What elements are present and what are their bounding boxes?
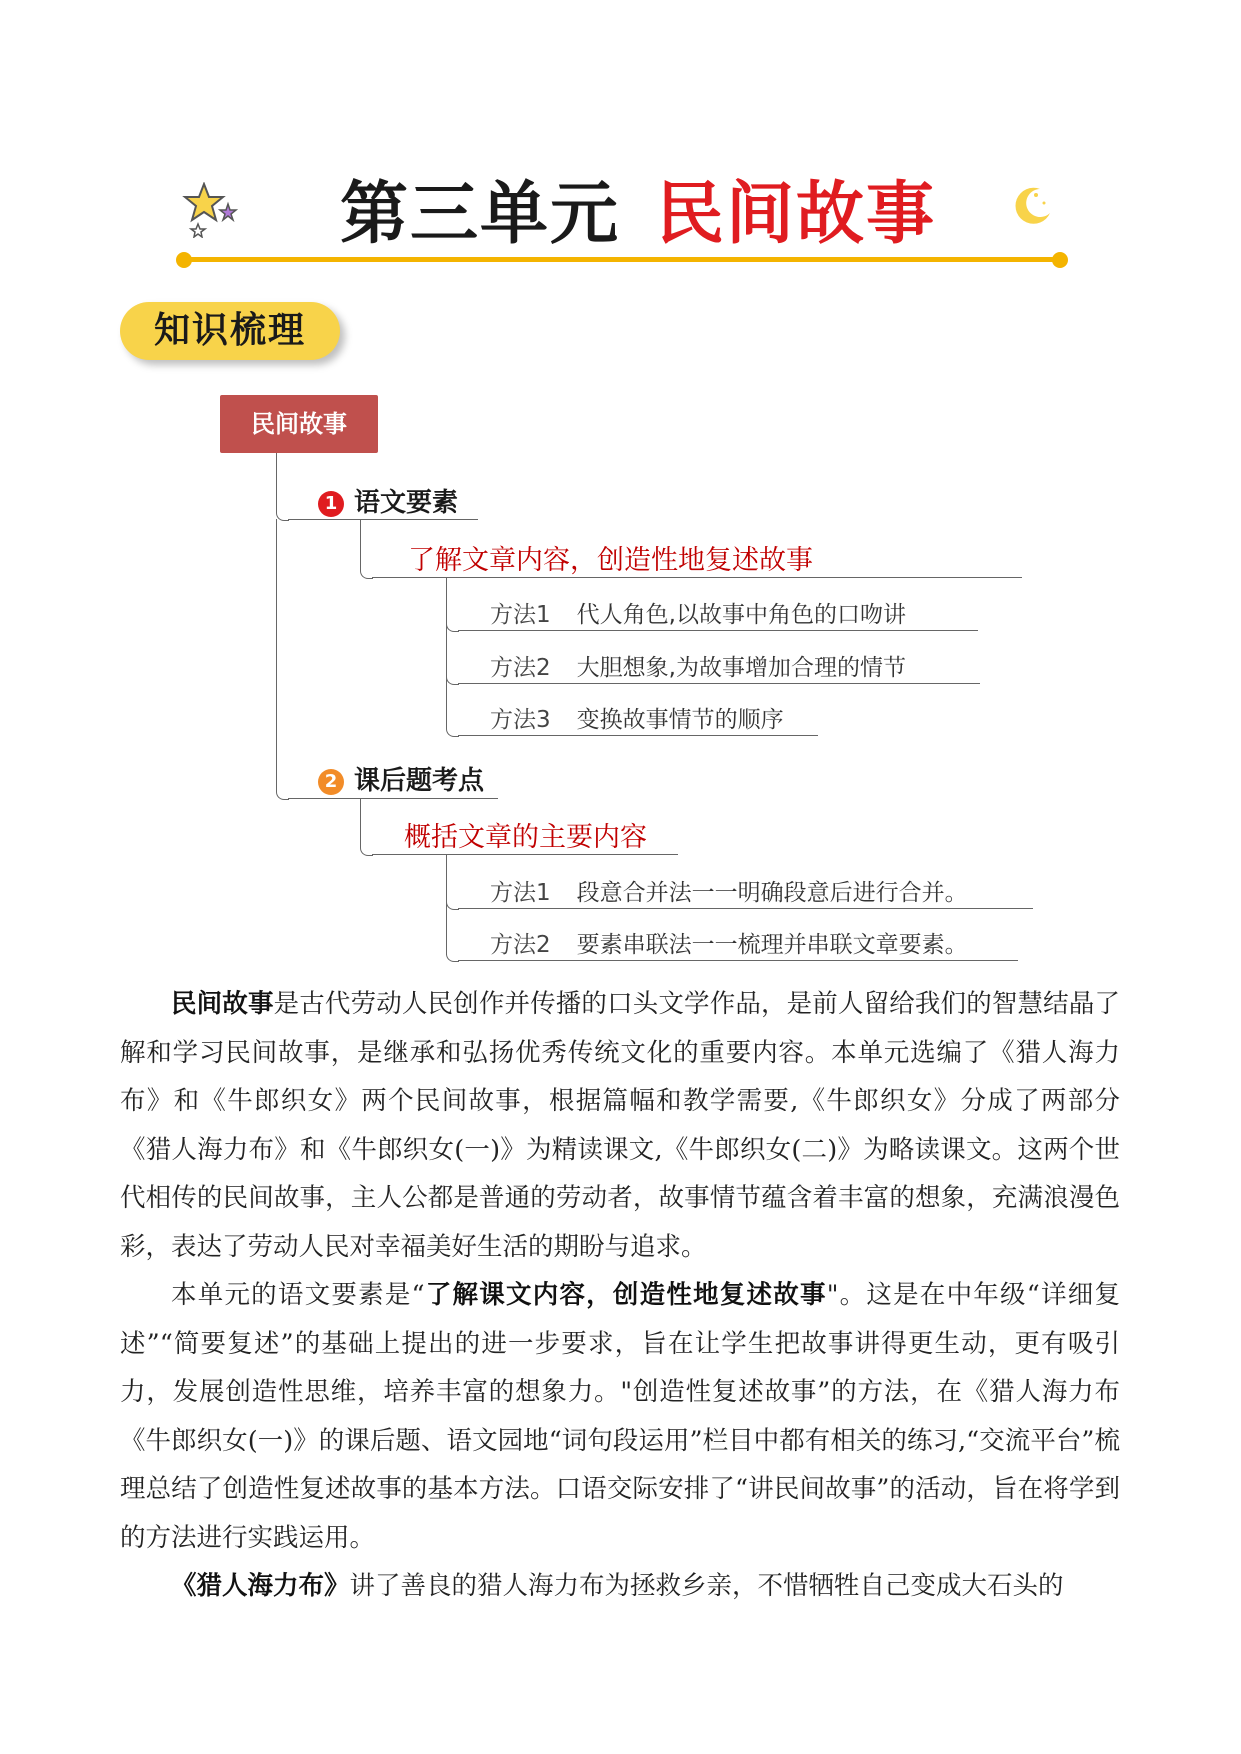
method-text: 段意合并法一一明确段意后进行合并。	[576, 880, 968, 906]
connector	[360, 799, 373, 856]
method-underline	[458, 683, 980, 684]
connector	[276, 460, 289, 521]
paragraph-3	[120, 1562, 1120, 1611]
connector	[276, 740, 289, 800]
connector	[446, 590, 459, 632]
branch1-underline	[288, 519, 478, 520]
stars-icon	[182, 182, 242, 238]
branch1-subtitle: 了解文章内容，创造性地复述故事	[408, 545, 813, 576]
method-text: 大胆想象,为故事增加合理的情节	[576, 655, 906, 681]
connector	[360, 520, 373, 579]
section-heading-pill: 知识梳理	[120, 302, 340, 360]
mindmap-root: 民间故事	[220, 395, 378, 453]
branch2-subtitle: 概括文章的主要内容	[404, 822, 647, 853]
paragraph-2	[120, 1271, 1120, 1562]
branch1-title	[318, 482, 458, 519]
method-2-2	[490, 926, 968, 959]
method-text: 要素串联法一一梳理并串联文章要素。	[576, 932, 968, 958]
sub1-underline	[372, 577, 1022, 578]
paragraph-2-text: "。这是在中年级“详细复述”“简要复述”的基础上提出的进一步要求，旨在让学生把故事讲得更生动，更有吸引力，发展创造性思维，培养丰富的想象力。"创造性复述故事”的方法，在《猎人海力布《牛郎织女(一)》的课后题、语文园地“词句段运用”栏目中都有相关的练习,“交流平台”梳理总结了创造性复述故事的基本方法。口语交际安排了“讲民间故事”的活动，旨在将学到的方法进行实践运用。	[120, 1280, 1120, 1553]
number-badge-2: 2	[318, 769, 344, 795]
method-number: 方法3	[490, 707, 551, 733]
method-number: 方法1	[490, 880, 551, 906]
method-number: 方法2	[490, 932, 551, 958]
branch2-title	[318, 760, 484, 797]
branch2-label: 课后题考点	[354, 766, 485, 796]
method-text: 代人角色,以故事中角色的口吻讲	[576, 602, 906, 628]
method-number: 方法2	[490, 655, 551, 681]
method-underline	[458, 960, 1018, 961]
method-number: 方法1	[490, 602, 551, 628]
body-text	[120, 980, 1120, 1611]
connector	[446, 920, 459, 962]
page-title	[340, 174, 937, 254]
method-1-2	[490, 649, 906, 682]
title-underline	[180, 257, 1060, 262]
number-badge-1: 1	[318, 491, 344, 517]
method-text: 变换故事情节的顺序	[576, 707, 784, 733]
moon-icon	[1010, 183, 1054, 227]
title-topic: 民间故事	[656, 174, 937, 254]
method-underline	[458, 630, 978, 631]
method-underline	[458, 735, 818, 736]
method-2-1	[490, 874, 968, 907]
method-1-3	[490, 701, 784, 734]
paragraph-1	[120, 980, 1120, 1271]
keyword-folk-tale: 民间故事	[171, 989, 274, 1019]
branch2-underline	[288, 798, 498, 799]
sub2-underline	[372, 854, 678, 855]
keyword-language-element: 了解课文内容，创造性地复述故事	[424, 1280, 827, 1310]
keyword-hunter-hailibu: 《猎人海力布》	[171, 1571, 350, 1601]
connector	[446, 868, 459, 910]
paragraph-2-lead: 本单元的语文要素是“	[171, 1280, 425, 1310]
paragraph-1-text: 是古代劳动人民创作并传播的口头文学作品，是前人留给我们的智慧结晶了解和学习民间故事，是继承和弘扬优秀传统文化的重要内容。本单元选编了《猎人海力布》和《牛郎织女》两个民间故事，根据篇幅和教学需要,《牛郎织女》分成了两部分《猎人海力布》和《牛郎织女(一)》为精读课文,《牛郎织女(二)》为略读课文。这两个世代相传的民间故事，主人公都是普通的劳动者，故事情节蕴含着丰富的想象，充满浪漫色彩，表达了劳动人民对幸福美好生活的期盼与追求。	[120, 989, 1120, 1262]
title-unit: 第三单元	[340, 174, 621, 254]
method-1-1	[490, 596, 906, 629]
connector	[446, 696, 459, 737]
branch1-label: 语文要素	[354, 488, 459, 518]
method-underline	[458, 908, 1033, 909]
underline-dot-right	[1052, 252, 1068, 268]
paragraph-3-text: 讲了善良的猎人海力布为拯救乡亲，不惜牺牲自己变成大石头的	[349, 1571, 1064, 1601]
connector	[446, 644, 459, 685]
underline-dot-left	[176, 252, 192, 268]
